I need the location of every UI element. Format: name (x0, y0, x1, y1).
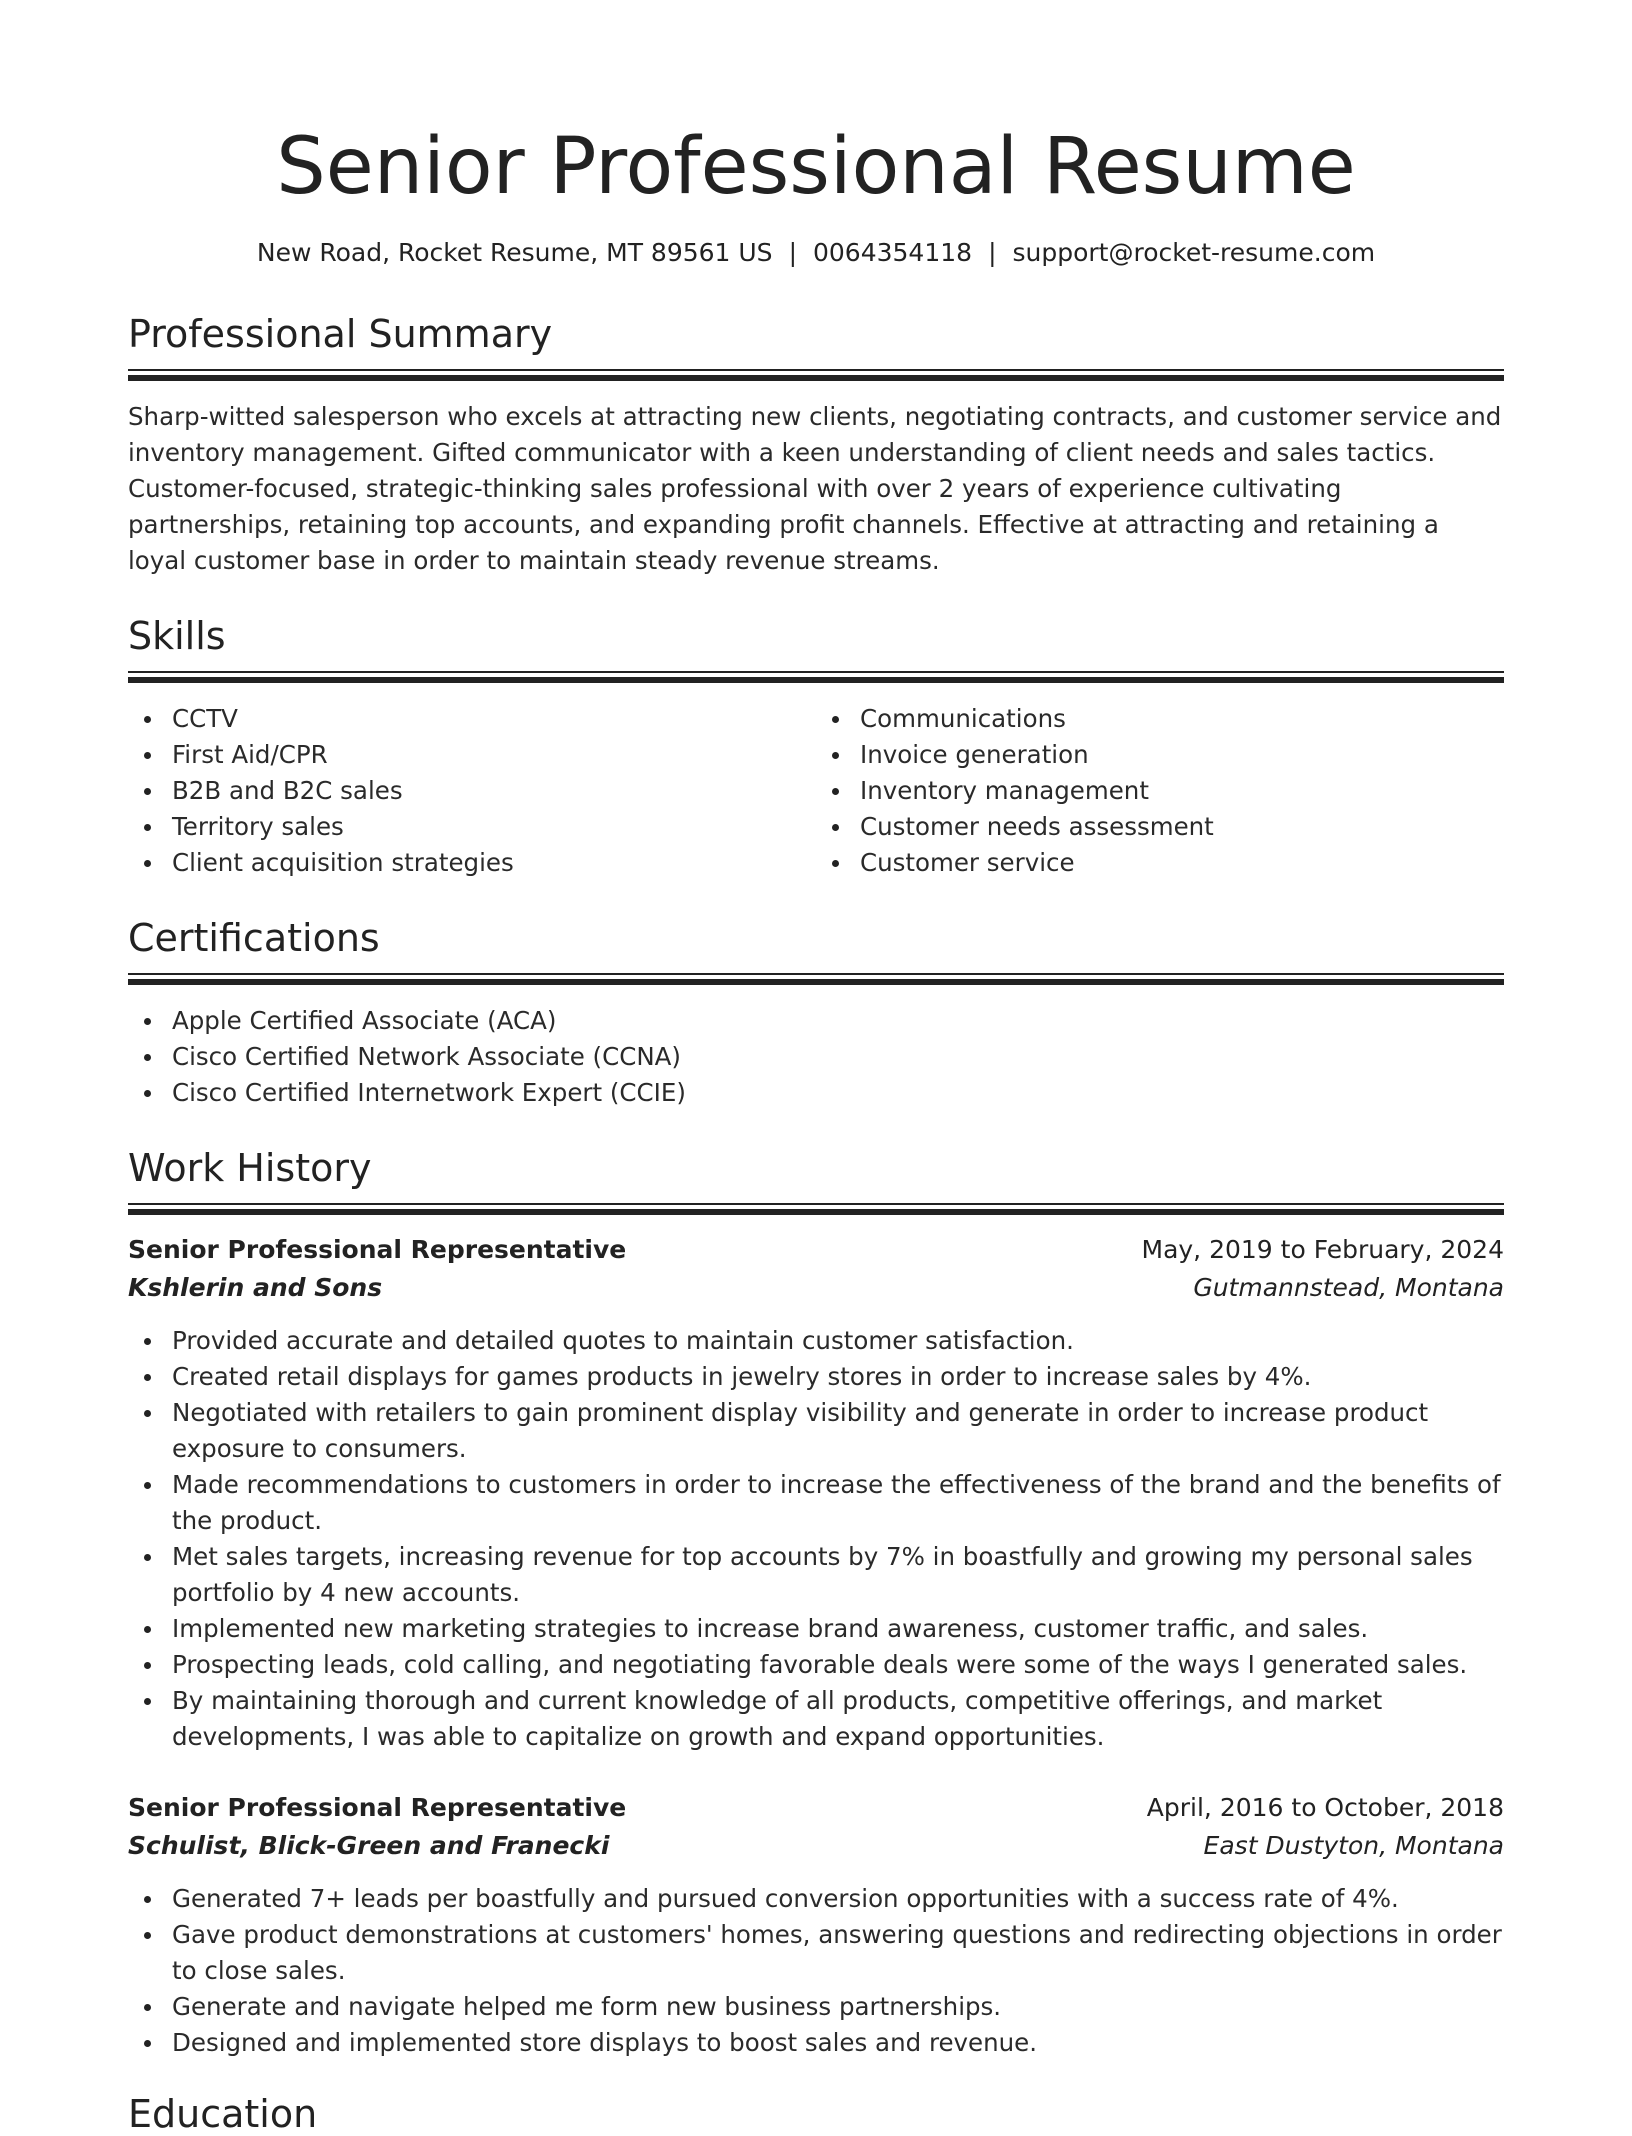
job-entry (128, 1789, 1504, 2061)
contact-email: support@rocket-resume.com (1012, 238, 1376, 267)
job-dates: April, 2016 to October, 2018 (1146, 1793, 1504, 1822)
skill-item: CCTV (128, 701, 816, 737)
job-bullet: Generated 7+ leads per boastfully and pursued conversion opportunities with a success rate of 4%. (128, 1881, 1504, 1917)
skill-item: Customer service (816, 845, 1504, 881)
section-title-certifications: Certifications (128, 916, 380, 960)
job-bullets (128, 1881, 1504, 2061)
education-section (128, 2092, 1504, 2136)
job-bullet: Designed and implemented store displays to boost sales and revenue. (128, 2025, 1504, 2061)
contact-address: New Road, Rocket Resume, MT 89561 US (256, 238, 773, 267)
skill-item: B2B and B2C sales (128, 773, 816, 809)
contact-separator: | (788, 238, 797, 267)
job-header (128, 1789, 1504, 1827)
certification-item: Cisco Certified Internetwork Expert (CCIE) (128, 1075, 1504, 1111)
job-location: Gutmannstead, Montana (1193, 1273, 1504, 1302)
certifications-section (128, 916, 1504, 1111)
job-location: East Dustyton, Montana (1203, 1831, 1504, 1860)
job-subheader (128, 1269, 1504, 1307)
job-dates: May, 2019 to February, 2024 (1141, 1235, 1504, 1264)
skills-grid (128, 701, 1504, 881)
skills-list-right (816, 701, 1504, 881)
section-title-skills: Skills (128, 614, 226, 658)
job-bullet: Made recommendations to customers in order to increase the effectiveness of the brand and the benefits of the product. (128, 1467, 1504, 1539)
summary-section (128, 312, 1504, 579)
section-divider (128, 671, 1504, 683)
job-bullet: Prospecting leads, cold calling, and negotiating favorable deals were some of the ways I generated sales. (128, 1647, 1504, 1683)
certification-item: Apple Certified Associate (ACA) (128, 1003, 1504, 1039)
job-title: Senior Professional Representative (128, 1235, 627, 1264)
job-bullets (128, 1323, 1504, 1755)
section-divider (128, 973, 1504, 985)
skill-item: Communications (816, 701, 1504, 737)
section-title-summary: Professional Summary (128, 312, 553, 356)
certification-item: Cisco Certified Network Associate (CCNA) (128, 1039, 1504, 1075)
summary-text: Sharp-witted salesperson who excels at attracting new clients, negotiating contracts, and customer service and inventory management. Gifted communicator with a keen understanding of client needs and sales tactics. Customer-focused, strategic-thinking sales professional with over 2 years of experience cultivating partnerships, retaining top accounts, and expanding profit channels. Effective at attracting and retaining a loyal customer base in order to maintain steady revenue streams. (128, 402, 1502, 575)
job-entry (128, 1231, 1504, 1755)
resume-title: Senior Professional Resume (276, 122, 1356, 212)
job-bullet: Negotiated with retailers to gain prominent display visibility and generate in order to increase product exposure to consumers. (128, 1395, 1504, 1467)
job-bullet: By maintaining thorough and current knowledge of all products, competitive offerings, and market developments, I was able to capitalize on growth and expand opportunities. (128, 1683, 1504, 1755)
skill-item: Customer needs assessment (816, 809, 1504, 845)
certifications-list (128, 1003, 1504, 1111)
skill-item: Territory sales (128, 809, 816, 845)
skill-item: First Aid/CPR (128, 737, 816, 773)
section-title-work-history: Work History (128, 1146, 372, 1190)
contact-line (128, 238, 1504, 267)
job-bullet: Implemented new marketing strategies to increase brand awareness, customer traffic, and sales. (128, 1611, 1504, 1647)
job-bullet: Created retail displays for games products in jewelry stores in order to increase sales by 4%. (128, 1359, 1504, 1395)
section-title-education: Education (128, 2092, 318, 2136)
contact-phone: 0064354118 (813, 238, 973, 267)
skills-list-left (128, 701, 816, 881)
skills-section (128, 614, 1504, 881)
skill-item: Client acquisition strategies (128, 845, 816, 881)
skill-item: Inventory management (816, 773, 1504, 809)
skill-item: Invoice generation (816, 737, 1504, 773)
job-subheader (128, 1827, 1504, 1865)
contact-separator: | (988, 238, 997, 267)
section-divider (128, 1203, 1504, 1215)
job-bullet: Provided accurate and detailed quotes to maintain customer satisfaction. (128, 1323, 1504, 1359)
job-header (128, 1231, 1504, 1269)
section-divider (128, 369, 1504, 381)
job-bullet: Gave product demonstrations at customers' homes, answering questions and redirecting objections in order to close sales. (128, 1917, 1504, 1989)
job-bullet: Generate and navigate helped me form new business partnerships. (128, 1989, 1504, 2025)
job-company: Schulist, Blick-Green and Franecki (128, 1831, 610, 1860)
work-history-section (128, 1146, 1504, 2061)
job-bullet: Met sales targets, increasing revenue for top accounts by 7% in boastfully and growing my personal sales portfolio by 4 new accounts. (128, 1539, 1504, 1611)
job-title: Senior Professional Representative (128, 1793, 627, 1822)
job-company: Kshlerin and Sons (128, 1273, 383, 1302)
